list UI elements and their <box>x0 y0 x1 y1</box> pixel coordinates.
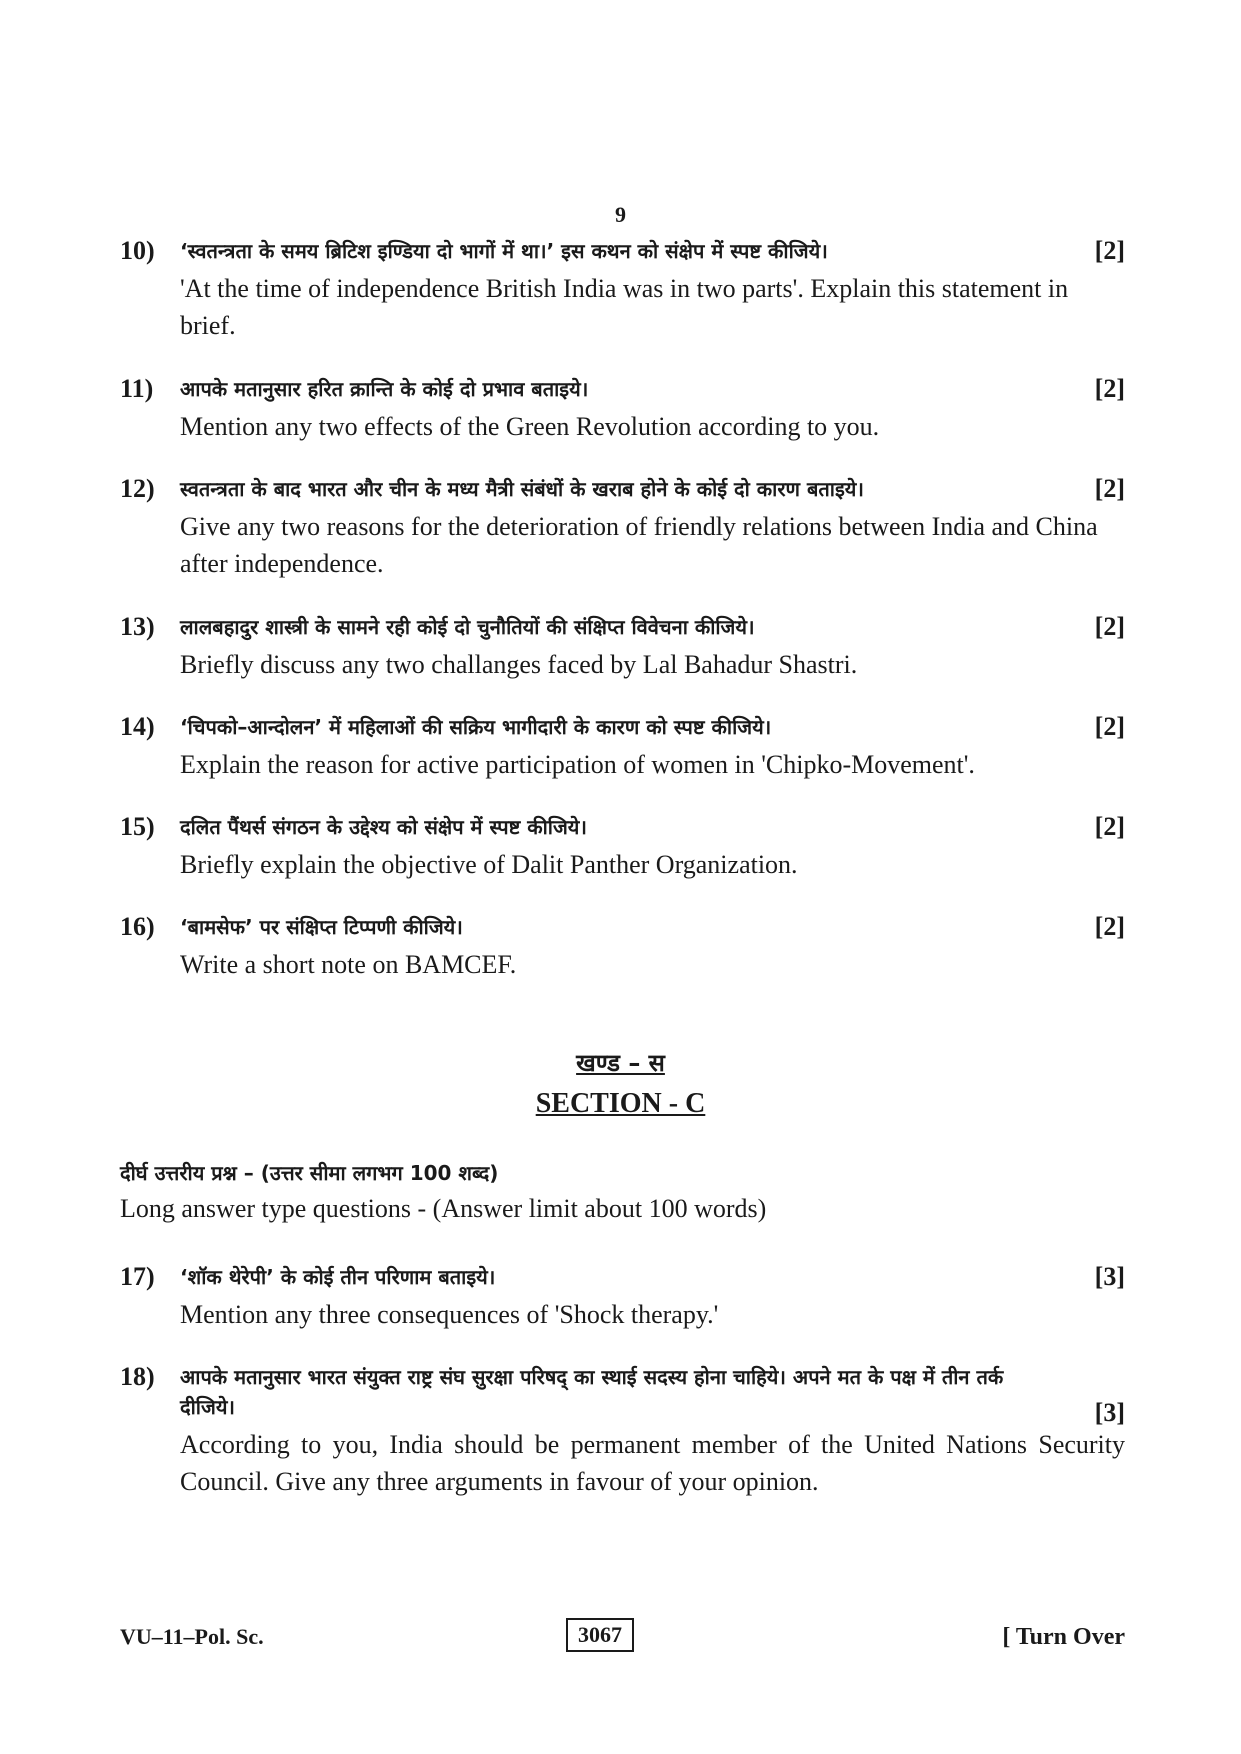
turn-over-label: [ Turn Over <box>1002 1624 1125 1650</box>
question-text-hindi: आपके मतानुसार भारत संयुक्त राष्ट्र संघ सुरक्षा परिषद् का स्थाई सदस्य होना चाहिये। अपने मत के पक्ष में तीन तर्क दीजिये। <box>180 1365 1004 1419</box>
question-text-english: Briefly discuss any two challanges faced by Lal Bahadur Shastri. <box>180 650 858 679</box>
question-text-hindi: स्वतन्त्रता के बाद भारत और चीन के मध्य मैत्री संबंधों के खराब होने के कोई दो कारण बताइये। <box>180 477 864 501</box>
question-marks: [2] <box>1094 812 1125 841</box>
question-number: 17) <box>120 1262 155 1291</box>
question-number: 14) <box>120 712 155 741</box>
question-12 <box>120 474 1125 582</box>
question-text-hindi: ‘शॉक थेरेपी’ के कोई तीन परिणाम बताइये। <box>180 1265 496 1289</box>
question-18 <box>120 1362 1125 1500</box>
question-number: 10) <box>120 236 155 265</box>
question-marks: [3] <box>1094 1262 1125 1291</box>
question-14 <box>120 712 1125 783</box>
question-text-hindi: ‘बामसेफ’ पर संक्षिप्त टिप्पणी कीजिये। <box>180 915 463 939</box>
question-13 <box>120 612 1125 683</box>
page-number: 9 <box>615 202 626 227</box>
question-marks: [2] <box>1094 712 1125 741</box>
question-17 <box>120 1262 1125 1333</box>
question-text-hindi: आपके मतानुसार हरित क्रान्ति के कोई दो प्रभाव बताइये। <box>180 377 589 401</box>
question-marks: [2] <box>1094 612 1125 641</box>
page-footer <box>120 1618 1125 1658</box>
section-title-hindi: खण्ड – स <box>576 1049 665 1077</box>
question-number: 12) <box>120 474 155 503</box>
question-text-hindi: दलित पैंथर्स संगठन के उद्देश्य को संक्षेप में स्पष्ट कीजिये। <box>180 815 587 839</box>
question-text-english: 'At the time of independence British India was in two parts'. Explain this statement in brief. <box>180 274 1069 340</box>
instruction-hindi: दीर्घ उत्तरीय प्रश्न – (उत्तर सीमा लगभग 100 शब्द) <box>120 1161 499 1185</box>
question-number: 16) <box>120 912 155 941</box>
subject-code: VU–11–Pol. Sc. <box>120 1624 264 1649</box>
question-text-english: Write a short note on BAMCEF. <box>180 950 517 979</box>
question-marks: [2] <box>1094 912 1125 941</box>
question-text-english: According to you, India should be permanent member of the United Nations Security Council. Give any three arguments in favour of your opinion. <box>180 1430 1125 1496</box>
question-number: 11) <box>120 374 154 403</box>
instruction-english: Long answer type questions - (Answer limit about 100 words) <box>120 1194 767 1223</box>
question-number: 13) <box>120 612 155 641</box>
section-title-english: SECTION - C <box>535 1088 706 1119</box>
question-text-english: Explain the reason for active participation of women in 'Chipko-Movement'. <box>180 750 975 779</box>
question-marks: [2] <box>1094 474 1125 503</box>
question-marks: [2] <box>1094 236 1125 265</box>
question-marks: [2] <box>1094 374 1125 403</box>
question-15 <box>120 812 1125 883</box>
question-text-hindi: ‘स्वतन्त्रता के समय ब्रिटिश इण्डिया दो भागों में था।’ इस कथन को संक्षेप में स्पष्ट कीजिये। <box>180 239 828 263</box>
question-10 <box>120 236 1125 344</box>
question-text-english: Mention any two effects of the Green Revolution according to you. <box>180 412 880 441</box>
section-instructions <box>120 1158 1125 1227</box>
question-text-hindi: ‘चिपको–आन्दोलन’ में महिलाओं की सक्रिय भागीदारी के कारण को स्पष्ट कीजिये। <box>180 715 772 739</box>
question-text-english: Mention any three consequences of 'Shock therapy.' <box>180 1300 719 1329</box>
question-11 <box>120 374 1125 445</box>
question-text-english: Briefly explain the objective of Dalit Panther Organization. <box>180 850 798 879</box>
question-text-hindi: लालबहादुर शास्त्री के सामने रही कोई दो चुनौतियों की संक्षिप्त विवेचना कीजिये। <box>180 615 755 639</box>
question-number: 18) <box>120 1362 155 1391</box>
question-16 <box>120 912 1125 983</box>
question-text-english: Give any two reasons for the deterioration of friendly relations between India and China after independence. <box>180 512 1098 578</box>
question-number: 15) <box>120 812 155 841</box>
question-marks: [3] <box>1094 1398 1125 1427</box>
paper-number-box: 3067 <box>566 1618 634 1652</box>
